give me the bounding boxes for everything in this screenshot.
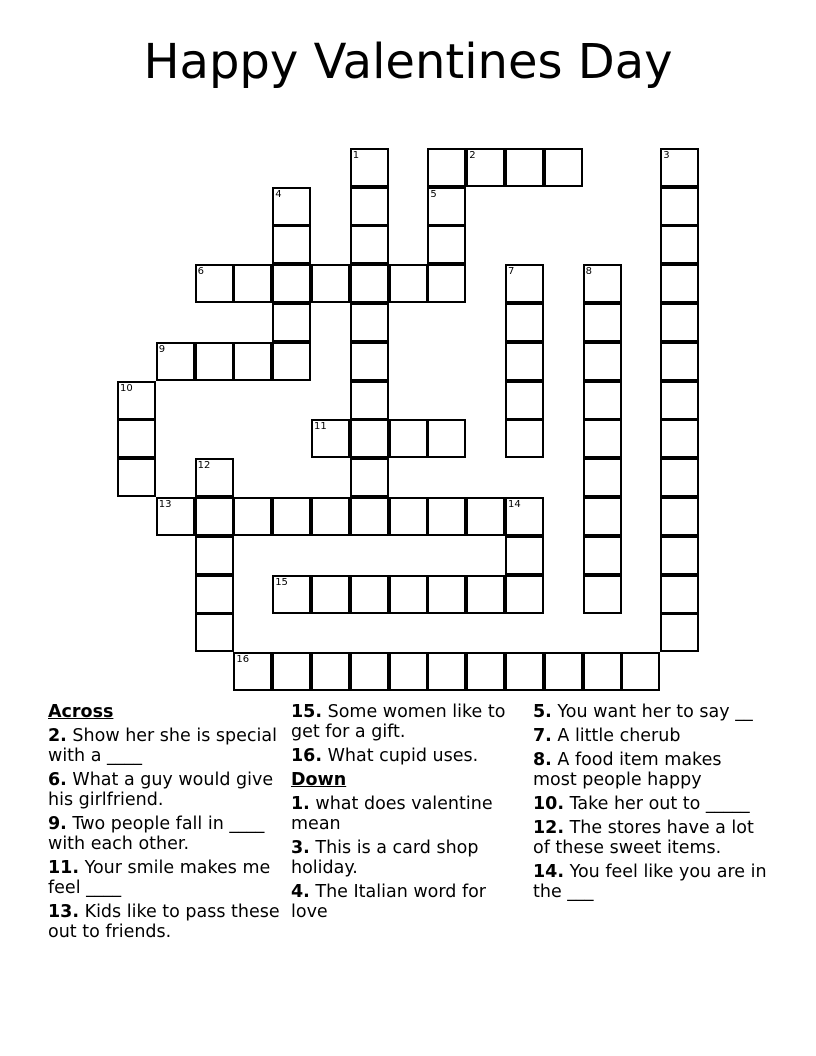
clue-number: 4. bbox=[291, 882, 310, 902]
grid-cell[interactable] bbox=[272, 303, 311, 342]
clue-number: 7. bbox=[533, 726, 552, 746]
grid-cell[interactable] bbox=[350, 458, 389, 497]
grid-cell[interactable] bbox=[272, 497, 311, 536]
grid-cell[interactable] bbox=[466, 575, 505, 614]
clue-down-7 bbox=[533, 726, 769, 746]
clue-column-2 bbox=[291, 702, 527, 926]
grid-cell[interactable] bbox=[660, 536, 699, 575]
grid-cell[interactable] bbox=[621, 652, 660, 691]
grid-cell[interactable] bbox=[272, 264, 311, 303]
grid-cell[interactable] bbox=[505, 575, 544, 614]
cell-number: 7 bbox=[508, 266, 515, 278]
clue-across-6 bbox=[48, 770, 284, 810]
grid-cell[interactable] bbox=[195, 613, 234, 652]
clue-across-11 bbox=[48, 858, 284, 898]
grid-cell[interactable] bbox=[233, 497, 272, 536]
grid-cell[interactable] bbox=[583, 303, 622, 342]
grid-cell[interactable] bbox=[350, 575, 389, 614]
grid-cell[interactable] bbox=[583, 497, 622, 536]
grid-cell[interactable] bbox=[311, 652, 350, 691]
grid-cell[interactable] bbox=[117, 419, 156, 458]
grid-cell[interactable] bbox=[544, 148, 583, 187]
clue-text: A little cherub bbox=[557, 726, 681, 746]
grid-cell[interactable] bbox=[583, 342, 622, 381]
clue-text: What cupid uses. bbox=[327, 746, 479, 766]
grid-cell[interactable] bbox=[427, 575, 466, 614]
cell-number: 15 bbox=[275, 576, 288, 588]
grid-cell[interactable] bbox=[583, 536, 622, 575]
grid-cell[interactable] bbox=[505, 381, 544, 420]
grid-cell[interactable] bbox=[583, 381, 622, 420]
grid-cell[interactable] bbox=[427, 497, 466, 536]
clue-down-12 bbox=[533, 818, 769, 858]
grid-cell[interactable] bbox=[233, 342, 272, 381]
clue-down-3 bbox=[291, 838, 527, 878]
cell-number: 4 bbox=[275, 188, 282, 200]
grid-cell[interactable] bbox=[660, 187, 699, 226]
clue-text: Kids like to pass these out to friends. bbox=[48, 902, 280, 942]
grid-cell[interactable] bbox=[660, 303, 699, 342]
grid-cell[interactable] bbox=[660, 613, 699, 652]
grid-cell[interactable] bbox=[583, 575, 622, 614]
grid-cell[interactable] bbox=[350, 419, 389, 458]
grid-cell[interactable] bbox=[389, 264, 428, 303]
grid-cell[interactable] bbox=[660, 497, 699, 536]
cell-number: 1 bbox=[352, 149, 360, 161]
clue-number: 6. bbox=[48, 770, 67, 790]
clue-text: Show her she is special with a ____ bbox=[48, 726, 277, 766]
grid-cell[interactable] bbox=[233, 264, 272, 303]
clue-across-2 bbox=[48, 726, 284, 766]
clue-number: 16. bbox=[291, 746, 323, 766]
grid-cell[interactable] bbox=[311, 575, 350, 614]
clue-number: 9. bbox=[48, 814, 67, 834]
grid-cell[interactable] bbox=[272, 652, 311, 691]
clue-text: Some women like to get for a gift. bbox=[291, 702, 506, 742]
clue-text: Take her out to _____ bbox=[569, 794, 750, 814]
clue-number: 1. bbox=[291, 794, 310, 814]
grid-cell[interactable] bbox=[505, 148, 544, 187]
cell-number: 13 bbox=[158, 499, 172, 510]
grid-cell[interactable] bbox=[427, 419, 466, 458]
grid-cell[interactable] bbox=[660, 342, 699, 381]
grid-cell[interactable] bbox=[505, 419, 544, 458]
clue-text: Two people fall in ____ with each other. bbox=[48, 814, 265, 854]
grid-cell[interactable] bbox=[660, 458, 699, 497]
clue-down-8 bbox=[533, 750, 769, 790]
grid-cell[interactable] bbox=[350, 381, 389, 420]
down-heading: Down bbox=[291, 770, 347, 790]
clue-across-16 bbox=[291, 746, 527, 766]
clue-number: 11. bbox=[48, 858, 80, 878]
grid-cell[interactable] bbox=[660, 575, 699, 614]
clue-number: 10. bbox=[533, 794, 565, 814]
clue-text: What a guy would give his girlfriend. bbox=[48, 770, 274, 810]
grid-cell[interactable] bbox=[272, 225, 311, 264]
grid-cell[interactable] bbox=[350, 264, 389, 303]
grid-cell[interactable] bbox=[350, 303, 389, 342]
cell-number: 5 bbox=[430, 188, 437, 200]
grid-cell[interactable] bbox=[505, 342, 544, 381]
clue-text: This is a card shop holiday. bbox=[291, 838, 479, 878]
grid-cell[interactable] bbox=[427, 264, 466, 303]
cell-number: 6 bbox=[197, 266, 204, 278]
grid-cell[interactable] bbox=[350, 342, 389, 381]
clue-number: 12. bbox=[533, 818, 565, 838]
grid-cell[interactable] bbox=[427, 148, 466, 187]
cell-number: 16 bbox=[236, 654, 250, 666]
grid-cell[interactable] bbox=[311, 264, 350, 303]
grid-cell[interactable] bbox=[660, 419, 699, 458]
grid-cell[interactable] bbox=[660, 225, 699, 264]
clue-text: You want her to say __ bbox=[557, 702, 753, 722]
grid-cell[interactable] bbox=[427, 652, 466, 691]
clue-number: 15. bbox=[291, 702, 323, 722]
grid-cell[interactable] bbox=[350, 652, 389, 691]
grid-cell[interactable] bbox=[660, 381, 699, 420]
cell-number: 11 bbox=[314, 421, 327, 433]
grid-cell[interactable] bbox=[427, 225, 466, 264]
clue-number: 2. bbox=[48, 726, 67, 746]
clue-column-1 bbox=[48, 702, 284, 946]
clue-across-9 bbox=[48, 814, 284, 854]
grid-cell[interactable] bbox=[660, 264, 699, 303]
grid-cell[interactable] bbox=[505, 536, 544, 575]
clue-number: 14. bbox=[533, 862, 565, 882]
grid-cell[interactable] bbox=[195, 342, 234, 381]
grid-cell[interactable] bbox=[117, 458, 156, 497]
puzzle-title: Happy Valentines Day bbox=[143, 34, 673, 90]
clue-across-15 bbox=[291, 702, 527, 742]
clue-down-10 bbox=[533, 794, 769, 814]
clue-text: Your smile makes me feel ____ bbox=[48, 858, 271, 898]
grid-cell[interactable] bbox=[195, 536, 234, 575]
cell-number: 10 bbox=[120, 382, 133, 394]
clue-text: The Italian word for love bbox=[291, 882, 487, 922]
cell-number: 12 bbox=[197, 460, 211, 472]
clue-number: 8. bbox=[533, 750, 552, 770]
clue-number: 5. bbox=[533, 702, 552, 722]
clue-down-14 bbox=[533, 862, 769, 902]
clue-number: 13. bbox=[48, 902, 80, 922]
grid-cell[interactable] bbox=[350, 187, 389, 226]
grid-cell[interactable] bbox=[389, 419, 428, 458]
grid-cell[interactable] bbox=[311, 497, 350, 536]
grid-cell[interactable] bbox=[544, 652, 583, 691]
grid-cell[interactable] bbox=[583, 652, 622, 691]
cell-number: 8 bbox=[585, 266, 592, 278]
clue-across-13 bbox=[48, 902, 284, 942]
clue-text: The stores have a lot of these sweet items. bbox=[533, 818, 754, 858]
grid-cell[interactable] bbox=[505, 652, 544, 691]
grid-cell[interactable] bbox=[505, 303, 544, 342]
clue-number: 3. bbox=[291, 838, 310, 858]
across-heading: Across bbox=[48, 702, 114, 722]
grid-cell[interactable] bbox=[389, 575, 428, 614]
grid-cell[interactable] bbox=[195, 497, 234, 536]
grid-cell[interactable] bbox=[350, 497, 389, 536]
clue-down-5 bbox=[533, 702, 769, 722]
cell-number: 3 bbox=[663, 149, 670, 161]
grid-cell[interactable] bbox=[466, 497, 505, 536]
grid-cell[interactable] bbox=[195, 575, 234, 614]
clue-text: You feel like you are in the ___ bbox=[533, 862, 767, 902]
clue-column-3 bbox=[533, 702, 769, 906]
grid-cell[interactable] bbox=[350, 225, 389, 264]
clue-text: A food item makes most people happy bbox=[533, 750, 722, 790]
clue-down-4 bbox=[291, 882, 527, 922]
clue-down-1 bbox=[291, 794, 527, 834]
clue-text: what does valentine mean bbox=[291, 794, 493, 834]
grid-cell[interactable] bbox=[466, 652, 505, 691]
cell-number: 9 bbox=[158, 343, 166, 355]
cell-number: 2 bbox=[469, 149, 476, 161]
cell-number: 14 bbox=[508, 499, 521, 510]
grid-cell[interactable] bbox=[389, 497, 428, 536]
grid-cell[interactable] bbox=[583, 458, 622, 497]
grid-cell[interactable] bbox=[272, 342, 311, 381]
grid-cell[interactable] bbox=[389, 652, 428, 691]
grid-cell[interactable] bbox=[583, 419, 622, 458]
